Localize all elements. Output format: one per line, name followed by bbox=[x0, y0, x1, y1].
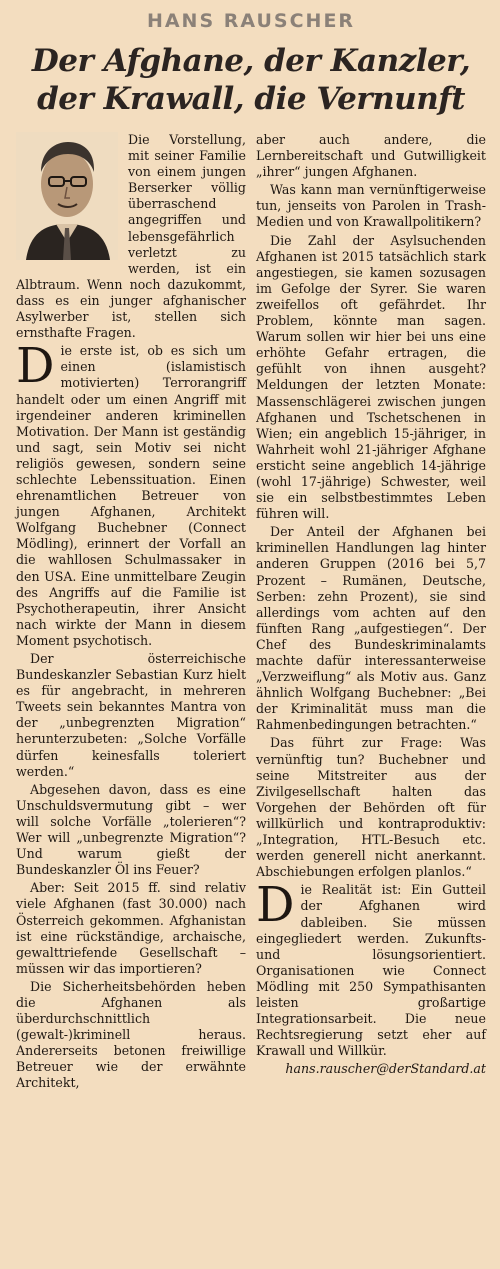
author-name: HANS RAUSCHER bbox=[146, 10, 356, 32]
paragraph-text: ie Realität ist: Ein Gutteil der Afghanen wird dableiben. Sie müssen eingegliedert werden. Zukunfts- und lösungsorientiert. Organisationen wie Connect Mödling mit 250 Sympathisanten leisten großartige Integrationsarbeit. Die neue Rechtsregierung setzt eher auf Krawall und Willkür. bbox=[256, 882, 486, 1059]
headline-line-2: der Krawall, die Vernunft bbox=[37, 81, 465, 117]
headline-line-1: Der Afghane, der Kanzler, bbox=[31, 43, 471, 79]
dropcap-letter: D bbox=[16, 338, 55, 395]
paragraph-with-dropcap bbox=[256, 877, 486, 1059]
right-column bbox=[256, 132, 486, 1094]
paragraph-text: ie erste ist, ob es sich um einen (islamistisch motivierten) Terrorangriff handelt oder um einen Angriff mit irgendeiner anderen kriminellen Motivation. Der Mann ist geständig und sagt, sein Motiv sei nicht religiös gewesen, sondern seine schlechte Lebenssituation. Einen ehrenamtlichen Betreuer von jungen Afghanen, Architekt Wolfgang Buchebner (Connect Mödling), erinnert der Vorfall an die wahllosen Schulmassaker in den USA. Eine unmittelbare Zeugin des Angriffs auf die Familie ist Psychotherapeutin, ihrer Ansicht nach wirkte der Mann in diesem Moment psychotisch. bbox=[16, 343, 246, 648]
paragraph: Die Vorstellung, mit seiner Familie von einem jungen Berserker völlig überraschend angegriffen und lebensgefährlich verletzt zu werden, ist ein Albtraum. Wenn noch dazukommt, dass es ein junger afghanischer Asylwerber ist, stellen sich ernsthafte Fragen. bbox=[16, 132, 246, 341]
paragraph: Was kann man vernünftigerweise tun, jenseits von Parolen in Trash-Medien und von Krawallpolitikern? bbox=[256, 182, 486, 230]
headline bbox=[16, 42, 486, 118]
paragraph: Der österreichische Bundeskanzler Sebastian Kurz hielt es für angebracht, in mehreren Tweets sein bekanntes Mantra von der „unbegrenzten Migration“ herunterzubeten: „Solche Vorfälle dürfen keinesfalls toleriert werden.“ bbox=[16, 651, 246, 779]
paragraph: Die Sicherheitsbehörden heben die Afghanen als überdurchschnittlich (gewalt-)kriminell heraus. Andererseits betonen freiwillige Betreuer wie der erwähnte Architekt, bbox=[16, 978, 246, 1091]
article-body bbox=[16, 132, 486, 1094]
paragraph: Abgesehen davon, dass es eine Unschuldsvermutung gibt – wer will solche Vorfälle „tolerieren“? Wer will „unbegrenzte Migration“? Und warum gießt der Bundeskanzler Öl ins Feuer? bbox=[16, 781, 246, 878]
dropcap-letter: D bbox=[256, 877, 295, 934]
author-email: hans.rauscher@derStandard.at bbox=[285, 1061, 486, 1077]
paragraph: Das führt zur Frage: Was vernünftig tun? Buchebner und seine Mitstreiter aus der Zivilgesellschaft halten das Vorgehen der Behörden oft für willkürlich und kontraproduktiv: „Integration, HTL-Besuch etc. werden generell nicht anerkannt. Abschiebungen erfolgen planlos.“ bbox=[256, 735, 486, 880]
paragraph-with-dropcap bbox=[16, 338, 246, 649]
paragraph: aber auch andere, die Lernbereitschaft und Gutwilligkeit „ihrer“ jungen Afghanen. bbox=[256, 132, 486, 180]
left-column bbox=[16, 132, 246, 1094]
author-portrait-icon bbox=[16, 132, 118, 260]
paragraph: Aber: Seit 2015 ff. sind relativ viele Afghanen (fast 30.000) nach Österreich gekommen. Afghanistan ist eine rückständige, archaische, gewalttriefende Gesellschaft – müssen wir das importieren? bbox=[16, 880, 246, 976]
paragraph: Der Anteil der Afghanen bei kriminellen Handlungen lag hinter anderen Gruppen (2016 bei 5,7 Prozent – Rumänen, Deutsche, Serben: zehn Prozent), sie sind allerdings vom achten auf den fünften Rang „aufgestiegen“. Der Chef des Bundeskriminalamts machte dafür interessanterweise „Verzweiflung“ als Motiv aus. Ganz ähnlich Wolfgang Buchebner: „Bei der Kriminalität muss man die Rahmenbedingungen betrachten.“ bbox=[256, 524, 486, 733]
paragraph: Die Zahl der Asylsuchenden Afghanen ist 2015 tatsächlich stark angestiegen, sie kamen sozusagen im Gefolge der Syrer. Sie waren zweifellos oft gefährdet. Ihr Problem, könnte man sagen. Warum sollen wir hier bei uns eine erhöhte Gefahr ertragen, die gefühlt von ihnen ausgeht? Meldungen der letzten Monate: Massenschlägerei zwischen jungen Afghanen und Tschetschenen in Wien; ein angeblich 15-jähriger, in Wahrheit wohl 21-jähriger Afghane ersticht seine angeblich 14-jährige (wohl 17-jährige) Schwester, weil sie ein selbstbestimmtes Leben führen will. bbox=[256, 232, 486, 522]
